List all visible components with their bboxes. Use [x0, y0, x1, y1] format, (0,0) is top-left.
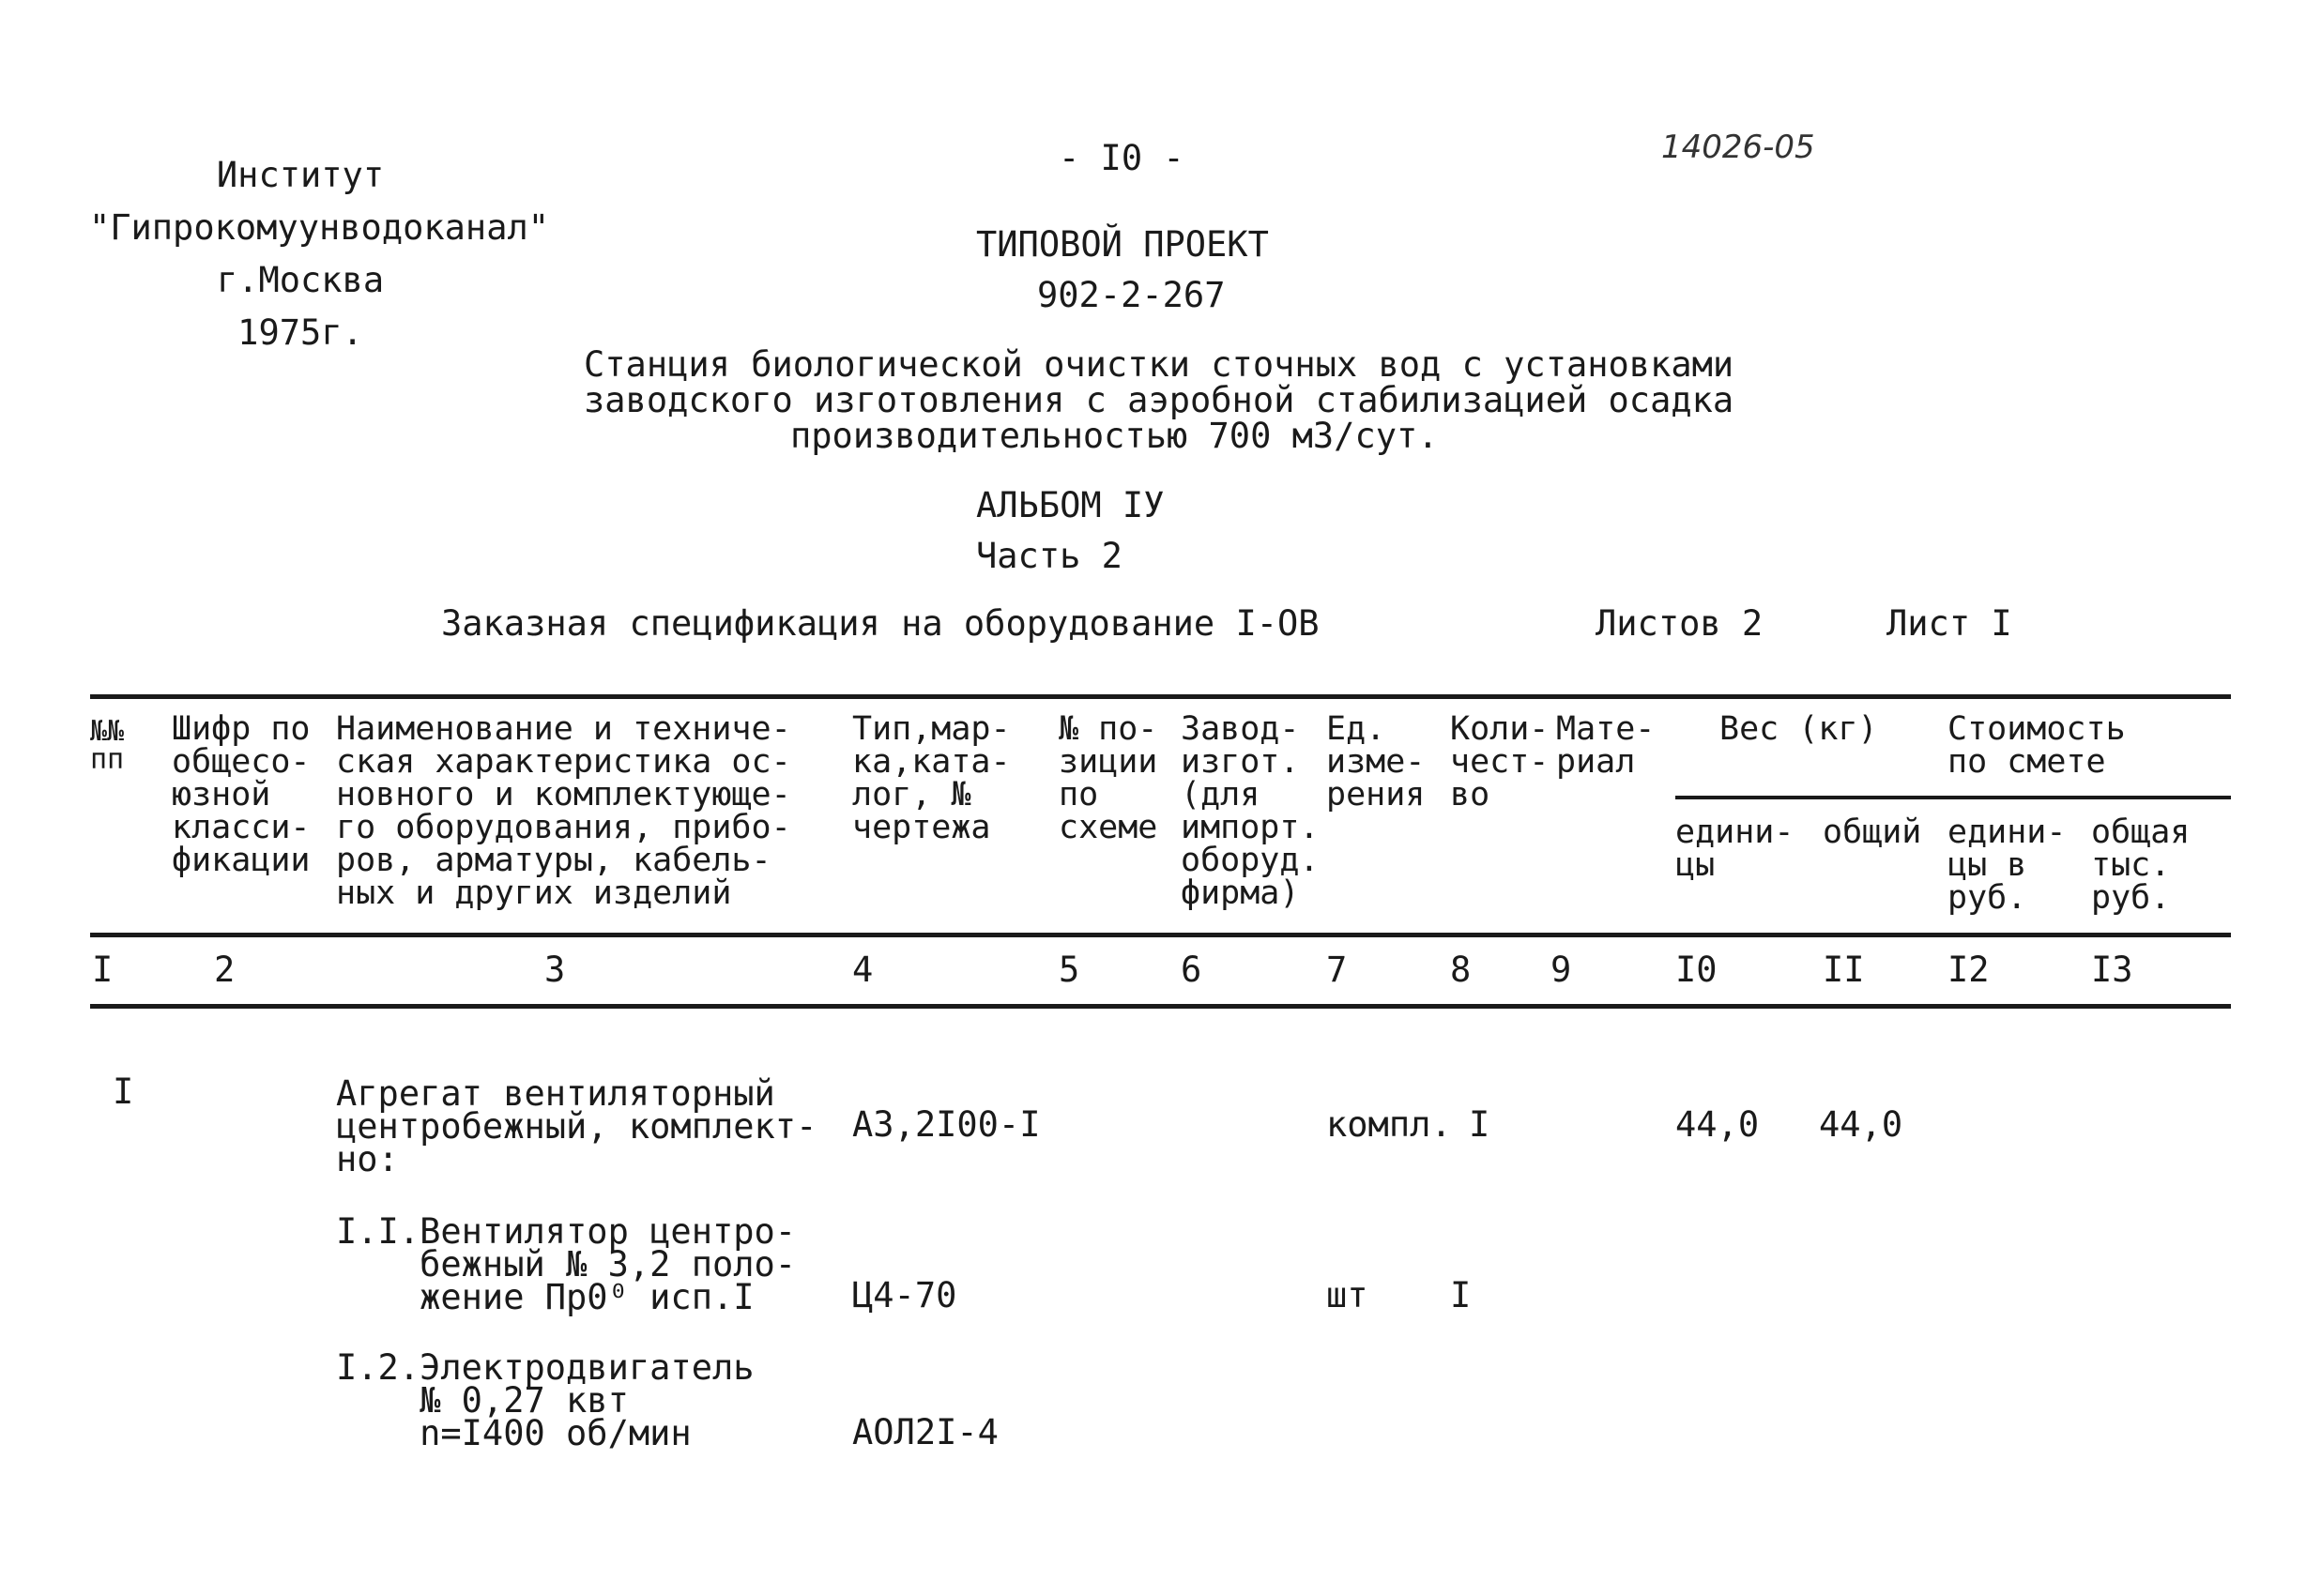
col-subheader-weight-unit: едини- цы — [1675, 813, 1794, 884]
col-header-position: № по- зиции по схеме — [1059, 710, 1158, 846]
table-top-rule — [90, 694, 2231, 699]
row-weight-total: 44,0 — [1819, 1104, 1903, 1145]
specification-title: Заказная спецификация на оборудование I-ОВ — [441, 603, 1320, 644]
column-number: I0 — [1675, 950, 1718, 990]
column-number: 9 — [1550, 950, 1572, 990]
institute-name: "Гипрокомуунводоканал" — [88, 207, 550, 248]
table-numbers-bottom-rule — [90, 1004, 2231, 1009]
row-type: А3,2I00-I — [852, 1104, 1041, 1145]
col-subheader-weight-total: общий — [1823, 813, 1922, 851]
column-number: I — [92, 950, 114, 990]
row-name: Агрегат вентиляторный центробежный, комплект- но: — [336, 1073, 817, 1179]
col-header-weight: Вес (кг) — [1719, 710, 1878, 748]
row-unit: шт — [1326, 1275, 1368, 1315]
project-description-line-1: Станция биологической очистки сточных вод с установками — [584, 344, 1734, 385]
project-description-line-3: производительностью 700 м3/сут. — [790, 416, 1439, 456]
column-number: 6 — [1181, 950, 1202, 990]
col-header-material: Мате- риал — [1556, 710, 1656, 781]
row-type: АОЛ2I-4 — [852, 1412, 999, 1452]
sheets-total: Листов 2 — [1596, 603, 1764, 644]
row-unit: компл. — [1326, 1104, 1452, 1145]
row-quantity: I — [1450, 1275, 1472, 1315]
institute-name-label: Институт — [216, 155, 385, 195]
institute-year: 1975г. — [237, 312, 363, 353]
col-header-pp: №№ пп — [90, 715, 125, 776]
column-number: 4 — [852, 950, 874, 990]
row-name: I.I.Вентилятор центро- бежный № 3,2 поло- жение Пр0⁰ исп.I — [336, 1211, 797, 1317]
row-pp: I — [113, 1072, 134, 1112]
col-subheader-cost-total: общая тыс. руб. — [2091, 813, 2191, 917]
col-header-manufacturer: Завод- изгот. (для импорт. оборуд. фирма) — [1181, 710, 1320, 912]
col-header-cost: Стоимость по смете — [1947, 710, 2126, 781]
column-number: 8 — [1450, 950, 1472, 990]
row-quantity: I — [1469, 1104, 1490, 1145]
doc-code: 14026-05 — [1661, 129, 1815, 166]
column-number: I3 — [2091, 950, 2133, 990]
column-number: 3 — [544, 950, 566, 990]
column-number: II — [1823, 950, 1865, 990]
column-number: I2 — [1947, 950, 1990, 990]
col-subheader-cost-unit: едини- цы в руб. — [1947, 813, 2067, 917]
page-number: - I0 - — [1059, 138, 1184, 178]
institute-city: г.Москва — [216, 260, 385, 300]
part-label: Часть 2 — [976, 536, 1122, 576]
col-header-code: Шифр по общесо- юзной класси- фикации — [172, 710, 311, 879]
project-type: ТИПОВОЙ ПРОЕКТ — [976, 224, 1269, 265]
table-subheader-rule — [1675, 796, 2231, 799]
column-number: 2 — [214, 950, 236, 990]
album-label: АЛЬБОМ IУ — [976, 485, 1165, 525]
col-header-unit: Ед. изме- рения — [1326, 710, 1426, 813]
sheet-number: Лист I — [1886, 603, 2012, 644]
table-header-bottom-rule — [90, 933, 2231, 937]
row-type: Ц4-70 — [852, 1275, 957, 1315]
row-name: I.2.Электродвигатель № 0,27 квт n=I400 об/мин — [336, 1347, 755, 1453]
project-number: 902-2-267 — [1037, 275, 1226, 315]
col-header-name: Наименование и техниче- ская характеристика ос- новного и комплектующе- го оборудования, прибо- ров, арматуры, кабель- ных и других изделий — [336, 710, 791, 912]
column-number: 5 — [1059, 950, 1080, 990]
col-header-type: Тип,мар- ка,ката- лог, № чертежа — [852, 710, 1011, 846]
column-number: 7 — [1326, 950, 1348, 990]
col-header-quantity: Коли- чест- во — [1450, 710, 1550, 813]
row-weight-unit: 44,0 — [1675, 1104, 1760, 1145]
project-description-line-2: заводского изготовления с аэробной стабилизацией осадка — [584, 380, 1734, 420]
